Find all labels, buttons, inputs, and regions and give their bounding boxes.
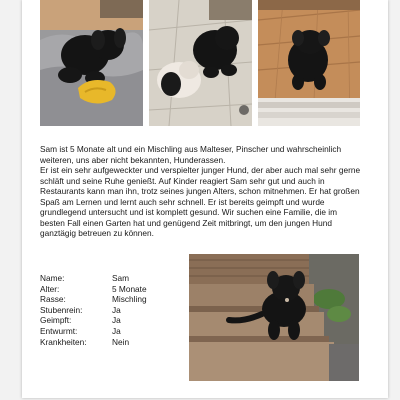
puppy-photo-wood-floor bbox=[258, 0, 360, 126]
puppy-steps-image bbox=[189, 254, 359, 381]
description-paragraph-1: Sam ist 5 Monate alt und ein Mischling aus Malteser, Pinscher und wahrscheinlich weiteren, uns aber nicht bekannten, Hunderassen. bbox=[40, 144, 342, 165]
fact-row-name bbox=[40, 273, 147, 284]
fact-value: Mischling bbox=[112, 294, 147, 305]
fact-row-housetrained bbox=[40, 305, 147, 316]
fact-value: Nein bbox=[112, 336, 130, 347]
document-page bbox=[22, 0, 388, 398]
fact-value: Sam bbox=[112, 273, 130, 283]
puppies-tiles-image bbox=[149, 0, 252, 126]
fact-value: Ja bbox=[112, 315, 121, 326]
fact-value: 5 Monate bbox=[112, 283, 147, 294]
fact-label: Entwurmt: bbox=[40, 325, 78, 336]
puppy-wood-floor-image bbox=[258, 0, 360, 126]
fact-label: Stubenrein: bbox=[40, 304, 83, 315]
description-text bbox=[40, 144, 362, 239]
fact-label: Name: bbox=[40, 273, 65, 283]
fact-value: Ja bbox=[112, 304, 121, 315]
facts-list bbox=[40, 273, 147, 347]
puppy-photo-blanket bbox=[40, 0, 143, 126]
fact-row-vaccinated bbox=[40, 315, 147, 326]
fact-label: Alter: bbox=[40, 283, 60, 294]
fact-row-age bbox=[40, 284, 147, 295]
fact-row-breed bbox=[40, 294, 147, 305]
fact-value: Ja bbox=[112, 325, 121, 336]
description-paragraph-2: Er ist ein sehr aufgeweckter und verspielter junger Hund, der aber auch mal sehr gerne schläft und seine Ruhe genießt. Auf Kinder reagiert Sam sehr gut und auch in Restaurants kann man ihn, trotz seines jungen Alters, schon mitnehmen. Er hat großen Spaß am Lernen und lernt auch sehr schnell. Er ist bereits geimpft und wurde grundlegend untersucht und ist komplett gesund. Wir suchen eine Familie, die im besten Fall einen Garten hat und genügend Zeit mitbringt, um den jungen Hund ganztägig betreuen zu können. bbox=[40, 165, 361, 239]
puppies-photo-tiles bbox=[149, 0, 252, 126]
puppy-blanket-image bbox=[40, 0, 143, 126]
puppy-photo-steps bbox=[189, 254, 359, 381]
fact-label: Krankheiten: bbox=[40, 336, 87, 347]
fact-row-illnesses bbox=[40, 337, 147, 348]
fact-row-dewormed bbox=[40, 326, 147, 337]
fact-label: Geimpft: bbox=[40, 315, 72, 326]
fact-label: Rasse: bbox=[40, 294, 66, 305]
